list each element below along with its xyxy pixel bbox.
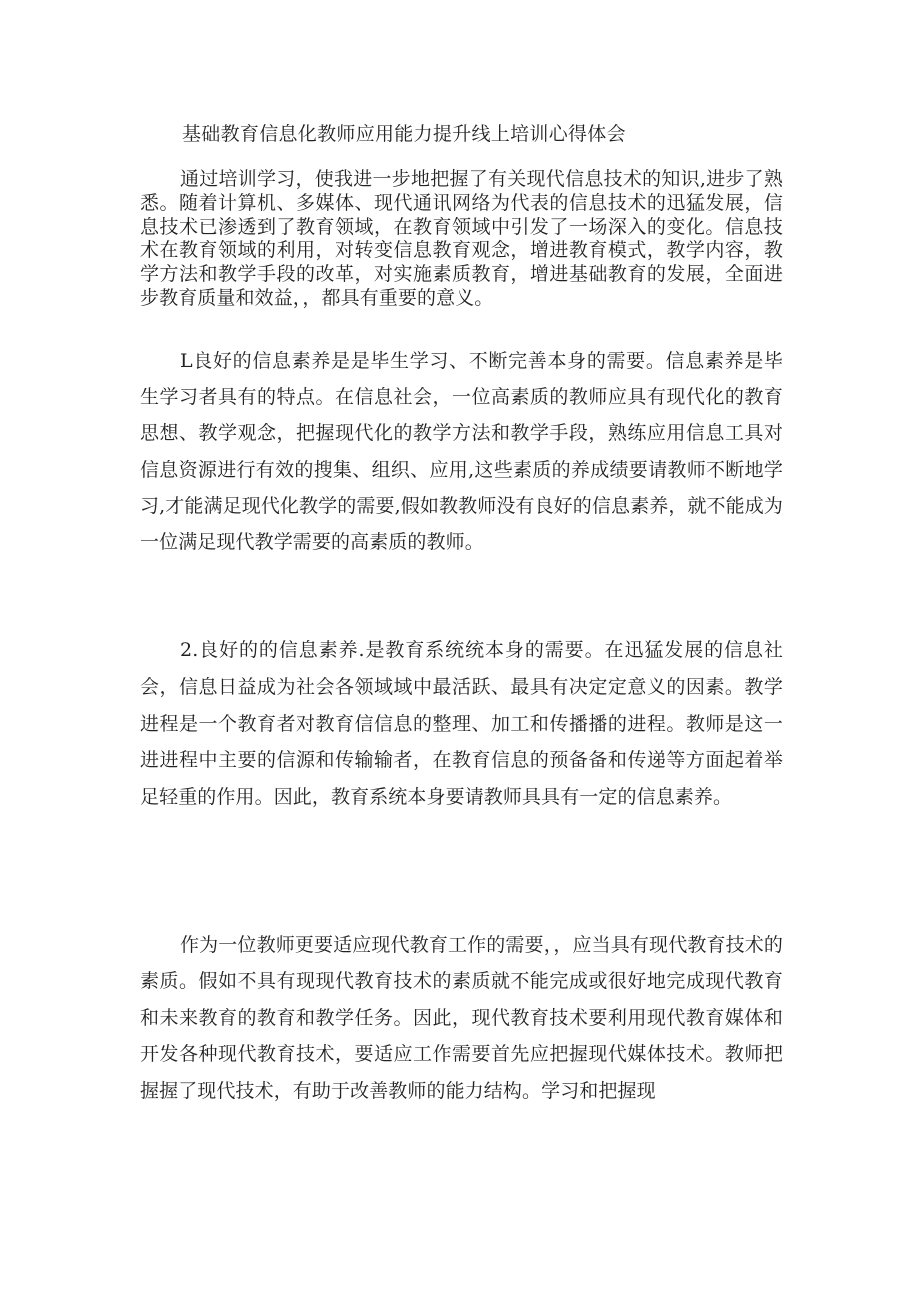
paragraph-intro: 通过培训学习，使我进一步地把握了有关现代信息技术的知识,进步了熟悉。随着计算机、多媒体、现代通讯网络为代表的信息技术的迅猛发展，信息技术已渗透到了教育领域，在教育领域中引发了一场深入的变化。信息技术在教育领域的利用，对转变信息教育观念，增进教育模式，教学内容，教学方法和教学手段的改革，对实施素质教育，增进基础教育的发展，全面进步教育质量和效益，，都具有重要的意义。 xyxy=(140,168,783,309)
paragraph-point-2: 2.良好的的信息素养.是教育系统统本身的需要。在迅猛发展的信息社会，信息日益成为社会各领域域中最活跃、最具有决定定意义的因素。教学进程是一个教育者对教育信信息的整理、加工和传播播的进程。教师是这一进进程中主要的信源和传输输者，在教育信息的预备备和传递等方面起着举足轻重的作用。因此，教育系统本身要请教师具具有一定的信息素养。 xyxy=(140,639,783,809)
paragraph-conclusion: 作为一位教师更要适应现代教育工作的需要，，应当具有现代教育技术的素质。假如不具有现现代教育技术的素质就不能完成或很好地完成现代教育和未来教育的教育和教学任务。因此，现代教育技术要利用现代教育媒体和开发各种现代教育技术，要适应工作需要首先应把握现代媒体技术。教师把握握了现代技术，有助于改善教师的能力结构。学习和把握现 xyxy=(140,934,783,1102)
paragraph-point-1: L良好的信息素养是是毕生学习、不断完善本身的需要。信息素养是毕生学习者具有的特点。在信息社会，一位高素质的教师应具有现代化的教育思想、教学观念，把握现代化的教学方法和教学手段，熟练应用信息工具对信息资源进行有效的搜集、组织、应用,这些素质的养成绩要请教师不断地学习,才能满足现代化教学的需要,假如教教师没有良好的信息素养，就不能成为一位满足现代教学需要的高素质的教师。 xyxy=(140,350,783,554)
document-title: 基础教育信息化教师应用能力提升线上培训心得体会 xyxy=(182,123,626,145)
